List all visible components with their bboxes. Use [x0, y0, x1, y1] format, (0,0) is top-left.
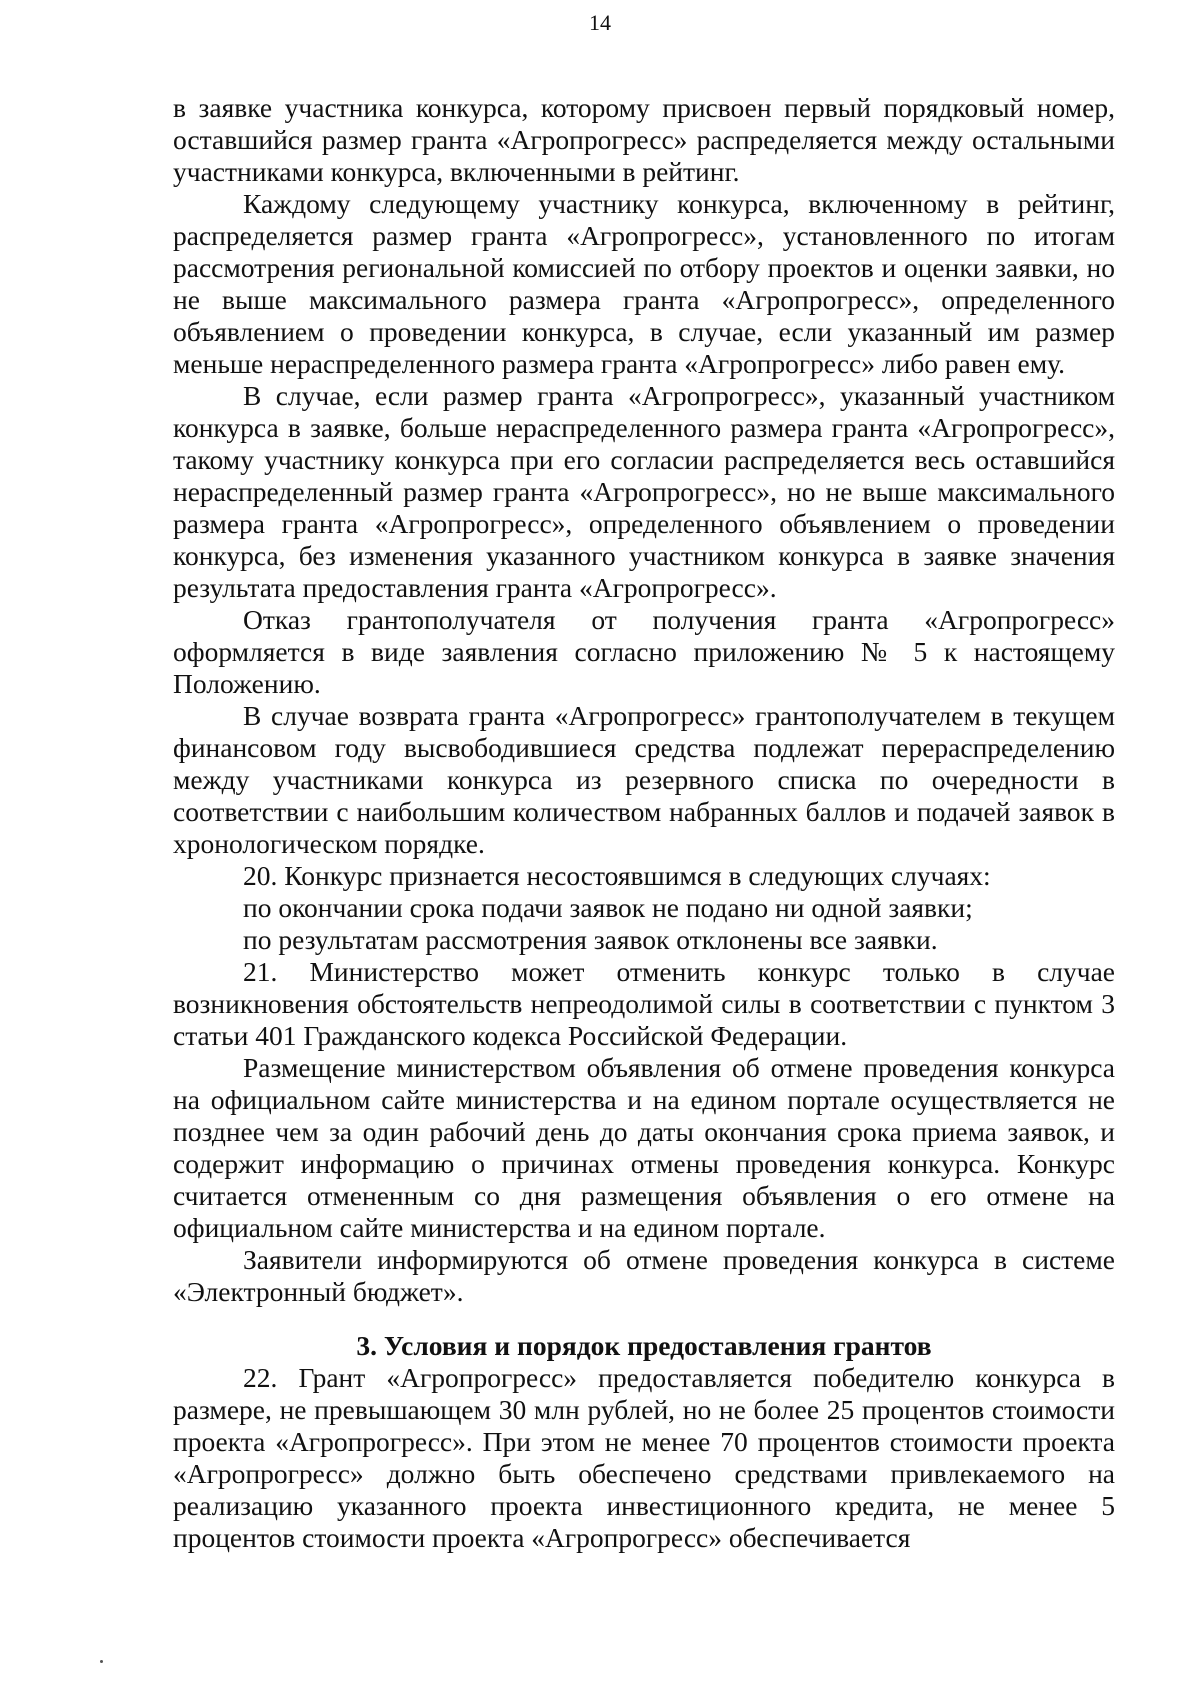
scan-artifact — [100, 1660, 103, 1663]
page-number: 14 — [589, 10, 611, 35]
paragraph: в заявке участника конкурса, которому присвоен первый порядковый номер, оставшийся размер гранта «Агропрогресс» распределяется между остальными участниками конкурса, включенными в рейтинг. — [173, 92, 1115, 187]
paragraph: Каждому следующему участнику конкурса, включенному в рейтинг, распределяется размер гранта «Агропрогресс», установленного по итогам рассмотрения региональной комиссией по отбору проектов и оценки заявки, но не выше максимального размера гранта «Агропрогресс», определенного объявлением о проведении конкурса, в случае, если указанный им размер меньше нераспределенного размера гранта «Агропрогресс» либо равен ему. — [173, 188, 1115, 379]
clause-20-case-1: по окончании срока подачи заявок не подано ни одной заявки; — [243, 892, 973, 923]
paragraph: В случае возврата гранта «Агропрогресс» грантополучателем в текущем финансовом году высвободившиеся средства подлежат перераспределению между участниками конкурса из резервного списка по очередности в соответствии с наибольшим количеством набранных баллов и подачей заявок в хронологическом порядке. — [173, 700, 1115, 859]
document-body — [173, 92, 1115, 1554]
clause-22: 22. Грант «Агропрогресс» предоставляется победителю конкурса в размере, не превышающем 30 млн рублей, но не более 25 процентов стоимости проекта «Агропрогресс». При этом не менее 70 процентов стоимости проекта «Агропрогресс» должно быть обеспечено средствами привлекаемого на реализацию указанного проекта инвестиционного кредита, не менее 5 процентов стоимости проекта «Агропрогресс» обеспечивается — [173, 1362, 1115, 1553]
paragraph: В случае, если размер гранта «Агропрогресс», указанный участником конкурса в заявке, больше нераспределенного размера гранта «Агропрогресс», такому участнику конкурса при его согласии распределяется весь оставшийся нераспределенный размер гранта «Агропрогресс», но не выше максимального размера гранта «Агропрогресс», определенного объявлением о проведении конкурса, без изменения указанного участником конкурса в заявке значения результата предоставления гранта «Агропрогресс». — [173, 380, 1115, 603]
clause-20: 20. Конкурс признается несостоявшимся в следующих случаях: — [243, 860, 991, 891]
section-title: 3. Условия и порядок предоставления грантов — [356, 1330, 932, 1361]
clause-20-case-2: по результатам рассмотрения заявок отклонены все заявки. — [243, 924, 938, 955]
paragraph: Отказ грантополучателя от получения гранта «Агропрогресс» оформляется в виде заявления согласно приложению № 5 к настоящему Положению. — [173, 604, 1115, 699]
paragraph: Заявители информируются об отмене проведения конкурса в системе «Электронный бюджет». — [173, 1244, 1115, 1307]
clause-21: 21. Министерство может отменить конкурс только в случае возникновения обстоятельств непреодолимой силы в соответствии с пунктом 3 статьи 401 Гражданского кодекса Российской Федерации. — [173, 956, 1115, 1051]
paragraph: Размещение министерством объявления об отмене проведения конкурса на официальном сайте министерства и на едином портале осуществляется не позднее чем за один рабочий день до даты окончания срока приема заявок, и содержит информацию о причинах отмены проведения конкурса. Конкурс считается отмененным со дня размещения объявления о его отмене на официальном сайте министерства и на едином портале. — [173, 1052, 1115, 1243]
